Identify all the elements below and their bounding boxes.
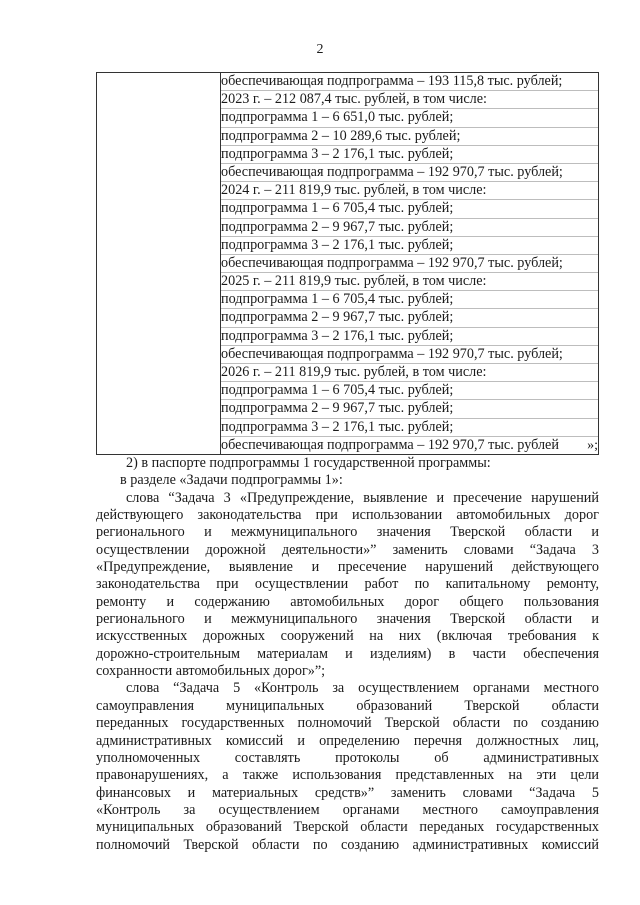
paragraph-line: ремонту и содержанию автомобильных дорог общего пользования: [96, 593, 599, 610]
table-line: подпрограмма 3 – 2 176,1 тыс. рублей;: [221, 146, 598, 164]
table-line: 2025 г. – 211 819,9 тыс. рублей, в том числе:: [221, 273, 598, 291]
table-row: [97, 73, 599, 455]
paragraph-line: дорожно-строительным материалам и изделиям) в части обеспечения: [96, 645, 599, 662]
table-line: обеспечивающая подпрограмма – 192 970,7 тыс. рублей;: [221, 346, 598, 364]
table-line: подпрограмма 2 – 9 967,7 тыс. рублей;: [221, 309, 598, 327]
paragraph-line: осуществлении дорожной деятельности»” заменить словами “Задача 3: [96, 541, 599, 558]
table-line: 2026 г. – 211 819,9 тыс. рублей, в том числе:: [221, 364, 598, 382]
paragraph-line: 2) в паспорте подпрограммы 1 государственной программы:: [126, 455, 491, 471]
table-line: обеспечивающая подпрограмма – 192 970,7 тыс. рублей;: [221, 255, 598, 273]
table-line: подпрограмма 1 – 6 651,0 тыс. рублей;: [221, 109, 598, 127]
paragraph-line: «Предупреждение, выявление и пресечение нарушений действующего: [96, 559, 599, 576]
table-value-cell: [221, 73, 599, 455]
paragraph-line: правонарушениях, а также использования представленных на эти цели: [96, 767, 599, 784]
table-line: подпрограмма 1 – 6 705,4 тыс. рублей;: [221, 291, 598, 309]
table-closing-quote: »;: [587, 438, 598, 453]
page-number: 2: [316, 42, 324, 57]
table-line: подпрограмма 1 – 6 705,4 тыс. рублей;: [221, 382, 598, 400]
table-line: 2024 г. – 211 819,9 тыс. рублей, в том числе:: [221, 182, 598, 200]
table-line: подпрограмма 3 – 2 176,1 тыс. рублей;: [221, 237, 598, 255]
paragraph-line: слова “Задача 5 «Контроль за осуществлением органами местного: [126, 680, 599, 697]
table-line: подпрограмма 2 – 10 289,6 тыс. рублей;: [221, 128, 598, 146]
table-line: подпрограмма 2 – 9 967,7 тыс. рублей;: [221, 400, 598, 418]
paragraph-line: искусственных дорожных сооружений на них (включая требования к: [96, 628, 599, 645]
paragraph-line: полномочий Тверской области по созданию административных комиссий: [96, 836, 599, 853]
table-line: подпрограмма 3 – 2 176,1 тыс. рублей;: [221, 419, 598, 437]
paragraph-line: слова “Задача 3 «Предупреждение, выявление и пресечение нарушений: [126, 489, 599, 506]
table-label-cell: [97, 73, 221, 455]
table-line: подпрограмма 3 – 2 176,1 тыс. рублей;: [221, 328, 598, 346]
paragraph-line: в разделе «Задачи подпрограммы 1»:: [120, 472, 343, 489]
paragraph-line: законодательства при осуществлении работ по капитальному ремонту,: [96, 576, 599, 593]
table-line: подпрограмма 1 – 6 705,4 тыс. рублей;: [221, 200, 598, 218]
budget-table: [96, 72, 599, 455]
table-line: подпрограмма 2 – 9 967,7 тыс. рублей;: [221, 219, 598, 237]
paragraph-line: сохранности автомобильных дорог»”;: [96, 663, 326, 680]
paragraph-line: регионального и межмуниципального значения Тверской области и: [96, 611, 599, 628]
paragraph-line: действующего законодательства при использовании автомобильных дорог: [96, 507, 599, 524]
paragraph-line: самоуправления муниципальных образований Тверской области: [96, 697, 599, 714]
paragraph-line: административных комиссий и определению перечня должностных лиц,: [96, 732, 599, 749]
document-body: [96, 455, 599, 854]
paragraph-line: финансовых и материальных средств»” заменить словами “Задача 5: [96, 784, 599, 801]
paragraph-line: муниципальных образований Тверской области переданых государственных: [96, 819, 599, 836]
table-line: обеспечивающая подпрограмма – 193 115,8 тыс. рублей;: [221, 73, 598, 91]
paragraph-line: переданных государственных полномочий Тверской области по созданию: [96, 715, 599, 732]
table-line: обеспечивающая подпрограмма – 192 970,7 тыс. рублей;: [221, 164, 598, 182]
table-line: 2023 г. – 212 087,4 тыс. рублей, в том числе:: [221, 91, 598, 109]
table-line: обеспечивающая подпрограмма – 192 970,7 тыс. рублей: [221, 436, 559, 453]
paragraph-line: уполномоченных составлять протоколы об административных: [96, 749, 599, 766]
paragraph-line: регионального и межмуниципального значения Тверской области и: [96, 524, 599, 541]
paragraph-line: «Контроль за осуществлением органами местного самоуправления: [96, 801, 599, 818]
